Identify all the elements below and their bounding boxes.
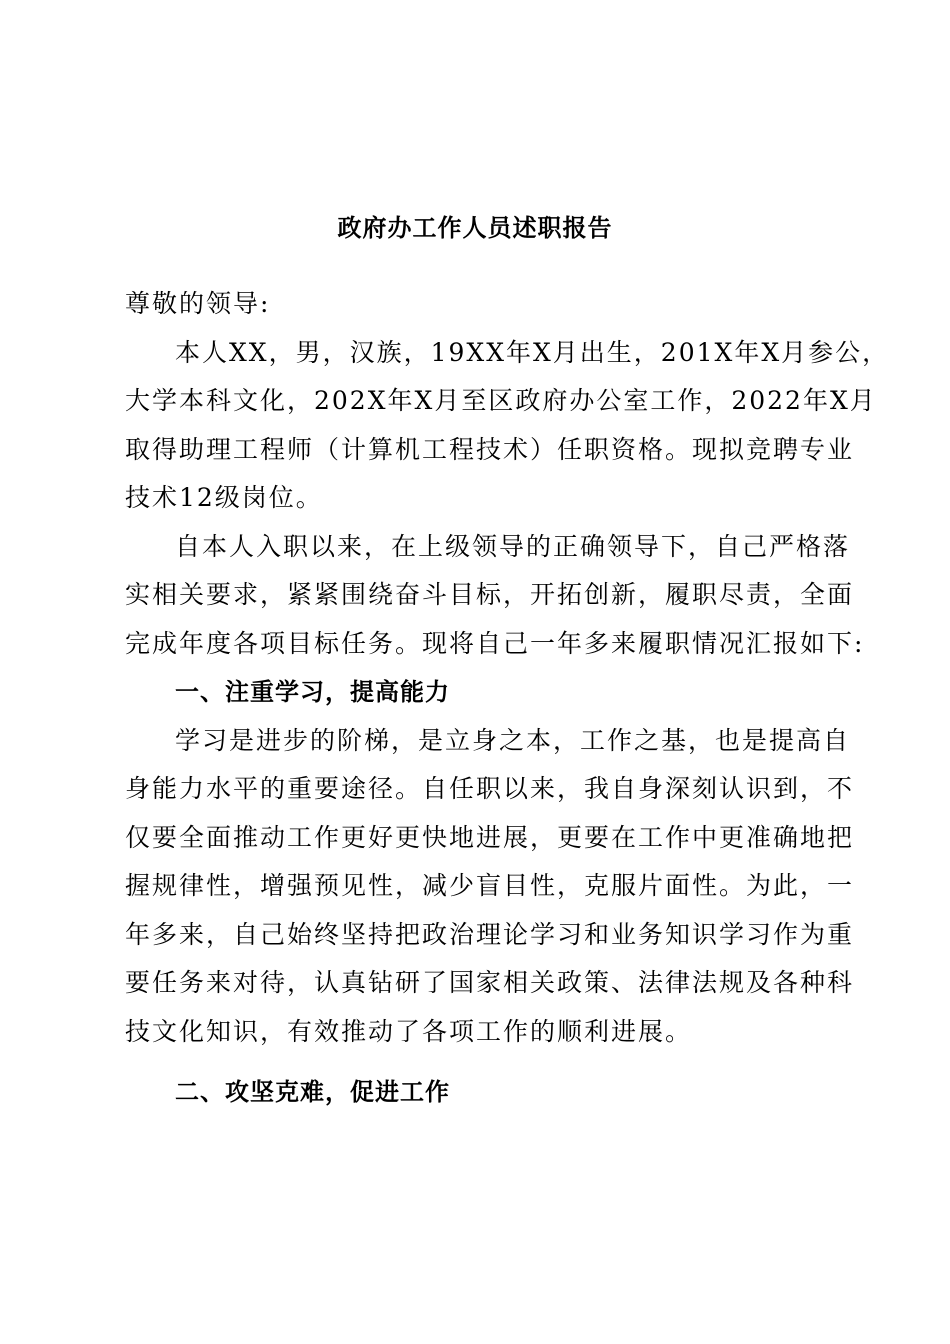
paragraph-line: 技术12级岗位。 [125, 483, 323, 512]
paragraph-line: 握规律性，增强预见性，减少盲目性，克服片面性。为此，一 [125, 871, 855, 900]
paragraph-line: 年多来，自己始终坚持把政治理论学习和业务知识学习作为重 [125, 919, 855, 949]
section-heading-2: 二、攻坚克难，促进工作 [175, 1078, 450, 1106]
paragraph-personal-info [125, 329, 890, 523]
paragraph-line: 完成年度各项目标任务。现将自己一年多来履职情况汇报如下: [125, 628, 865, 658]
section-spacer [125, 1056, 825, 1068]
paragraph-line: 身能力水平的重要途径。自任职以来，我自身深刻认识到，不 [125, 774, 855, 803]
paragraph-line: 自本人入职以来，在上级领导的正确领导下，自己严格落 [175, 531, 851, 561]
paragraph-line: 要任务来对待，认真钻研了国家相关政策、法律法规及各种科 [125, 968, 855, 997]
paragraph-learning [125, 717, 855, 1057]
section-heading-1: 一、注重学习，提高能力 [175, 678, 450, 706]
paragraph-line: 技文化知识，有效推动了各项工作的顺利进展。 [125, 1016, 693, 1046]
paragraph-line: 大学本科文化，202X年X月至区政府办公室工作，2022年X月 [125, 386, 877, 415]
paragraph-line: 取得助理工程师（计算机工程技术）任职资格。现拟竞聘专业 [125, 434, 855, 464]
document-title: 政府办工作人员述职报告 [337, 213, 613, 242]
paragraph-line: 实相关要求，紧紧围绕奋斗目标，开拓创新，履职尽责，全面 [125, 580, 855, 609]
paragraph-line: 本人XX，男，汉族，19XX年X月出生，201X年X月参公， [175, 337, 890, 367]
salutation: 尊敬的领导: [125, 289, 271, 318]
paragraph-line: 仅要全面推动工作更好更快地进展，更要在工作中更准确地把 [125, 822, 855, 852]
paragraph-line: 学习是进步的阶梯，是立身之本，工作之基，也是提高自 [175, 725, 851, 755]
paragraph-introduction [125, 523, 865, 669]
document-body [125, 280, 890, 1117]
